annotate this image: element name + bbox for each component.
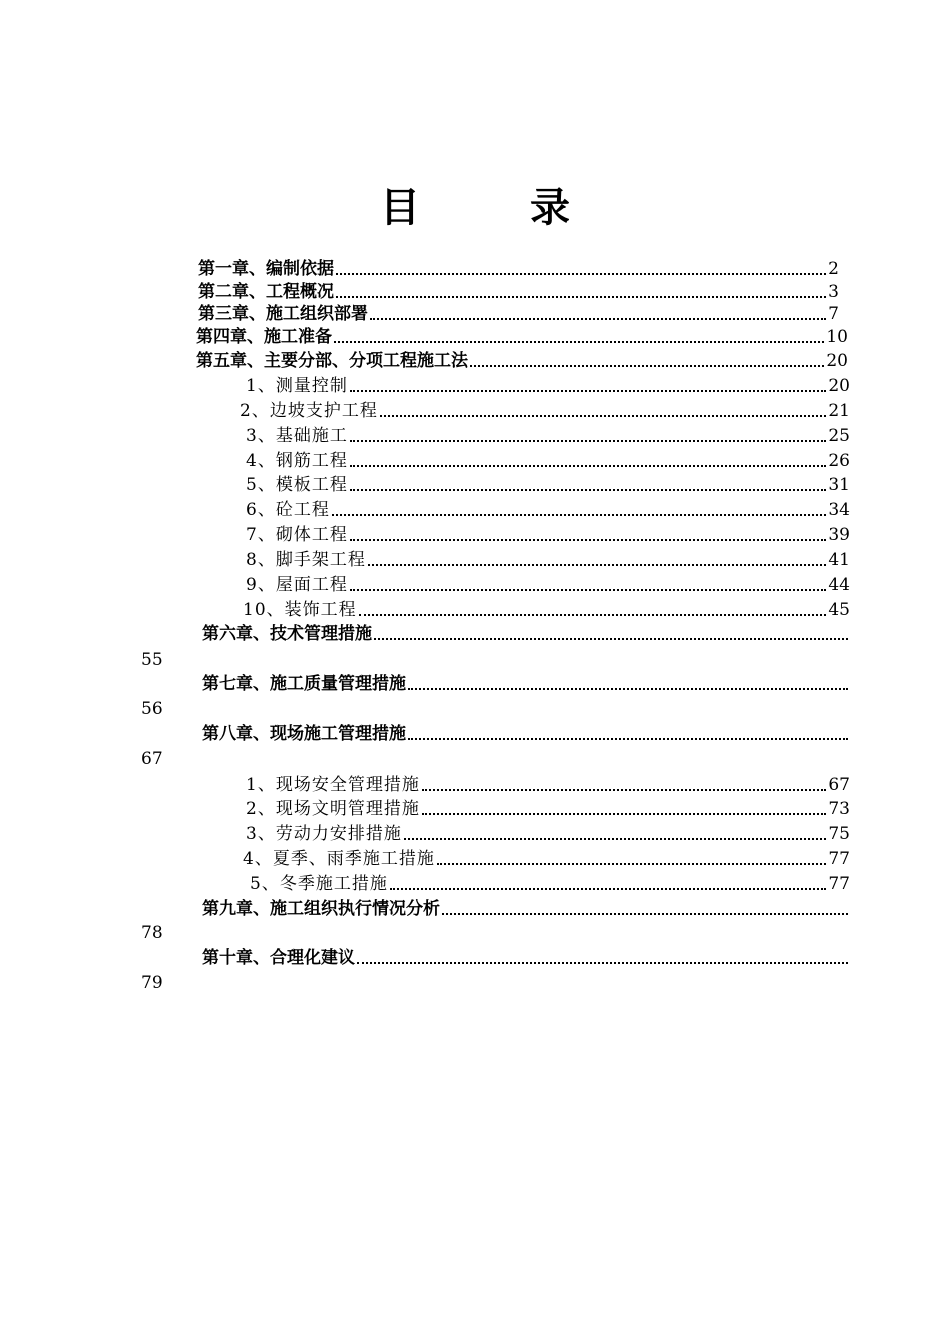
- toc-entry-label: 9、屋面工程: [246, 575, 348, 595]
- dot-leader: [380, 397, 827, 417]
- toc-entry-label: 6、砼工程: [246, 500, 330, 520]
- dot-leader: [437, 845, 827, 865]
- toc-entry-page: 21: [828, 401, 850, 421]
- toc-entry-page: 77: [828, 849, 850, 869]
- dot-leader: [357, 944, 848, 964]
- toc-entry-section[interactable]: [246, 547, 850, 571]
- dot-leader: [370, 300, 826, 320]
- dot-leader: [336, 278, 826, 298]
- toc-entry-chapter-1[interactable]: [198, 256, 839, 280]
- toc-entry-chapter-6[interactable]: [202, 621, 850, 645]
- toc-entry-label: 第二章、工程概况: [198, 282, 334, 302]
- toc-entry-section[interactable]: [246, 448, 850, 472]
- toc-entry-page: 7: [828, 304, 839, 324]
- toc-entry-page: 20: [826, 351, 848, 371]
- dot-leader: [350, 447, 827, 467]
- title-char-2: 录: [530, 185, 570, 231]
- toc-entry-page-wrapped: 79: [141, 973, 163, 993]
- toc-entry-label: 7、砌体工程: [246, 525, 348, 545]
- toc-entry-page: 26: [828, 451, 850, 471]
- toc-entry-page: 31: [828, 475, 850, 495]
- dot-leader: [350, 422, 827, 442]
- toc-entry-page: 10: [826, 327, 848, 347]
- toc-entry-label: 第三章、施工组织部署: [198, 304, 368, 324]
- toc-title: [0, 182, 950, 234]
- toc-entry-label: 3、劳动力安排措施: [246, 824, 402, 844]
- toc-entry-label: 1、现场安全管理措施: [246, 775, 420, 795]
- toc-entry-label: 第一章、编制依据: [198, 259, 334, 279]
- dot-leader: [350, 372, 827, 392]
- toc-entry-page: 41: [828, 550, 850, 570]
- toc-entry-section[interactable]: [246, 373, 850, 397]
- toc-entry-label: 5、冬季施工措施: [250, 874, 388, 894]
- toc-entry-page-wrapped: 78: [141, 923, 163, 943]
- dot-leader: [422, 771, 827, 791]
- toc-entry-section[interactable]: [246, 572, 850, 596]
- toc-entry-label: 第六章、技术管理措施: [202, 624, 372, 644]
- toc-entry-label: 1、测量控制: [246, 376, 348, 396]
- toc-entry-page-wrapped: 67: [141, 749, 163, 769]
- toc-entry-label: 4、夏季、雨季施工措施: [243, 849, 435, 869]
- toc-entry-section[interactable]: [246, 472, 850, 496]
- dot-leader: [336, 255, 826, 275]
- toc-entry-chapter-5[interactable]: [196, 348, 848, 372]
- toc-entry-page: 3: [828, 282, 839, 302]
- toc-entry-section[interactable]: [246, 497, 850, 521]
- toc-entry-label: 第七章、施工质量管理措施: [202, 674, 406, 694]
- dot-leader: [404, 820, 827, 840]
- dot-leader: [334, 323, 824, 343]
- dot-leader: [374, 620, 848, 640]
- toc-entry-chapter-9[interactable]: [202, 896, 850, 920]
- dot-leader: [408, 670, 848, 690]
- toc-entry-label: 10、装饰工程: [243, 600, 357, 620]
- toc-entry-label: 4、钢筋工程: [246, 451, 348, 471]
- dot-leader: [442, 895, 848, 915]
- toc-entry-label: 2、边坡支护工程: [240, 401, 378, 421]
- toc-entry-section[interactable]: [240, 398, 850, 422]
- toc-entry-label: 8、脚手架工程: [246, 550, 366, 570]
- toc-entry-page: 2: [828, 259, 839, 279]
- dot-leader: [350, 571, 827, 591]
- dot-leader: [390, 870, 827, 890]
- dot-leader: [332, 496, 827, 516]
- toc-entry-section[interactable]: [246, 522, 850, 546]
- dot-leader: [408, 720, 848, 740]
- toc-entry-section[interactable]: [246, 772, 850, 796]
- toc-entry-label: 第四章、施工准备: [196, 327, 332, 347]
- toc-entry-chapter-7[interactable]: [202, 671, 850, 695]
- dot-leader: [470, 347, 824, 367]
- toc-entry-label: 第九章、施工组织执行情况分析: [202, 899, 440, 919]
- toc-entry-page: 34: [828, 500, 850, 520]
- toc-entry-chapter-4[interactable]: [196, 324, 848, 348]
- toc-entry-page: 73: [828, 799, 850, 819]
- dot-leader: [359, 596, 827, 616]
- title-char-1: 目: [380, 185, 420, 231]
- dot-leader: [350, 471, 827, 491]
- toc-entry-label: 第十章、合理化建议: [202, 948, 355, 968]
- toc-entry-page-wrapped: 56: [141, 699, 163, 719]
- toc-entry-chapter-3[interactable]: [198, 301, 839, 325]
- toc-entry-label: 5、模板工程: [246, 475, 348, 495]
- dot-leader: [422, 795, 827, 815]
- toc-entry-page: 67: [828, 775, 850, 795]
- toc-entry-label: 第五章、主要分部、分项工程施工法: [196, 351, 468, 371]
- dot-leader: [350, 521, 827, 541]
- toc-entry-section[interactable]: [243, 846, 850, 870]
- toc-entry-page: 45: [828, 600, 850, 620]
- toc-entry-page-wrapped: 55: [141, 650, 163, 670]
- toc-entry-page: 77: [828, 874, 850, 894]
- toc-entry-page: 25: [828, 426, 850, 446]
- toc-entry-label: 2、现场文明管理措施: [246, 799, 420, 819]
- toc-entry-page: 20: [828, 376, 850, 396]
- toc-entry-label: 第八章、现场施工管理措施: [202, 724, 406, 744]
- toc-entry-page: 75: [828, 824, 850, 844]
- toc-entry-label: 3、基础施工: [246, 426, 348, 446]
- dot-leader: [368, 546, 827, 566]
- toc-entry-section[interactable]: [243, 597, 850, 621]
- toc-entry-page: 39: [828, 525, 850, 545]
- toc-entry-section[interactable]: [250, 871, 850, 895]
- toc-entry-chapter-8[interactable]: [202, 721, 850, 745]
- toc-entry-page: 44: [828, 575, 850, 595]
- toc-entry-section[interactable]: [246, 796, 850, 820]
- toc-entry-section[interactable]: [246, 423, 850, 447]
- toc-entry-section[interactable]: [246, 821, 850, 845]
- toc-entry-chapter-10[interactable]: [202, 945, 850, 969]
